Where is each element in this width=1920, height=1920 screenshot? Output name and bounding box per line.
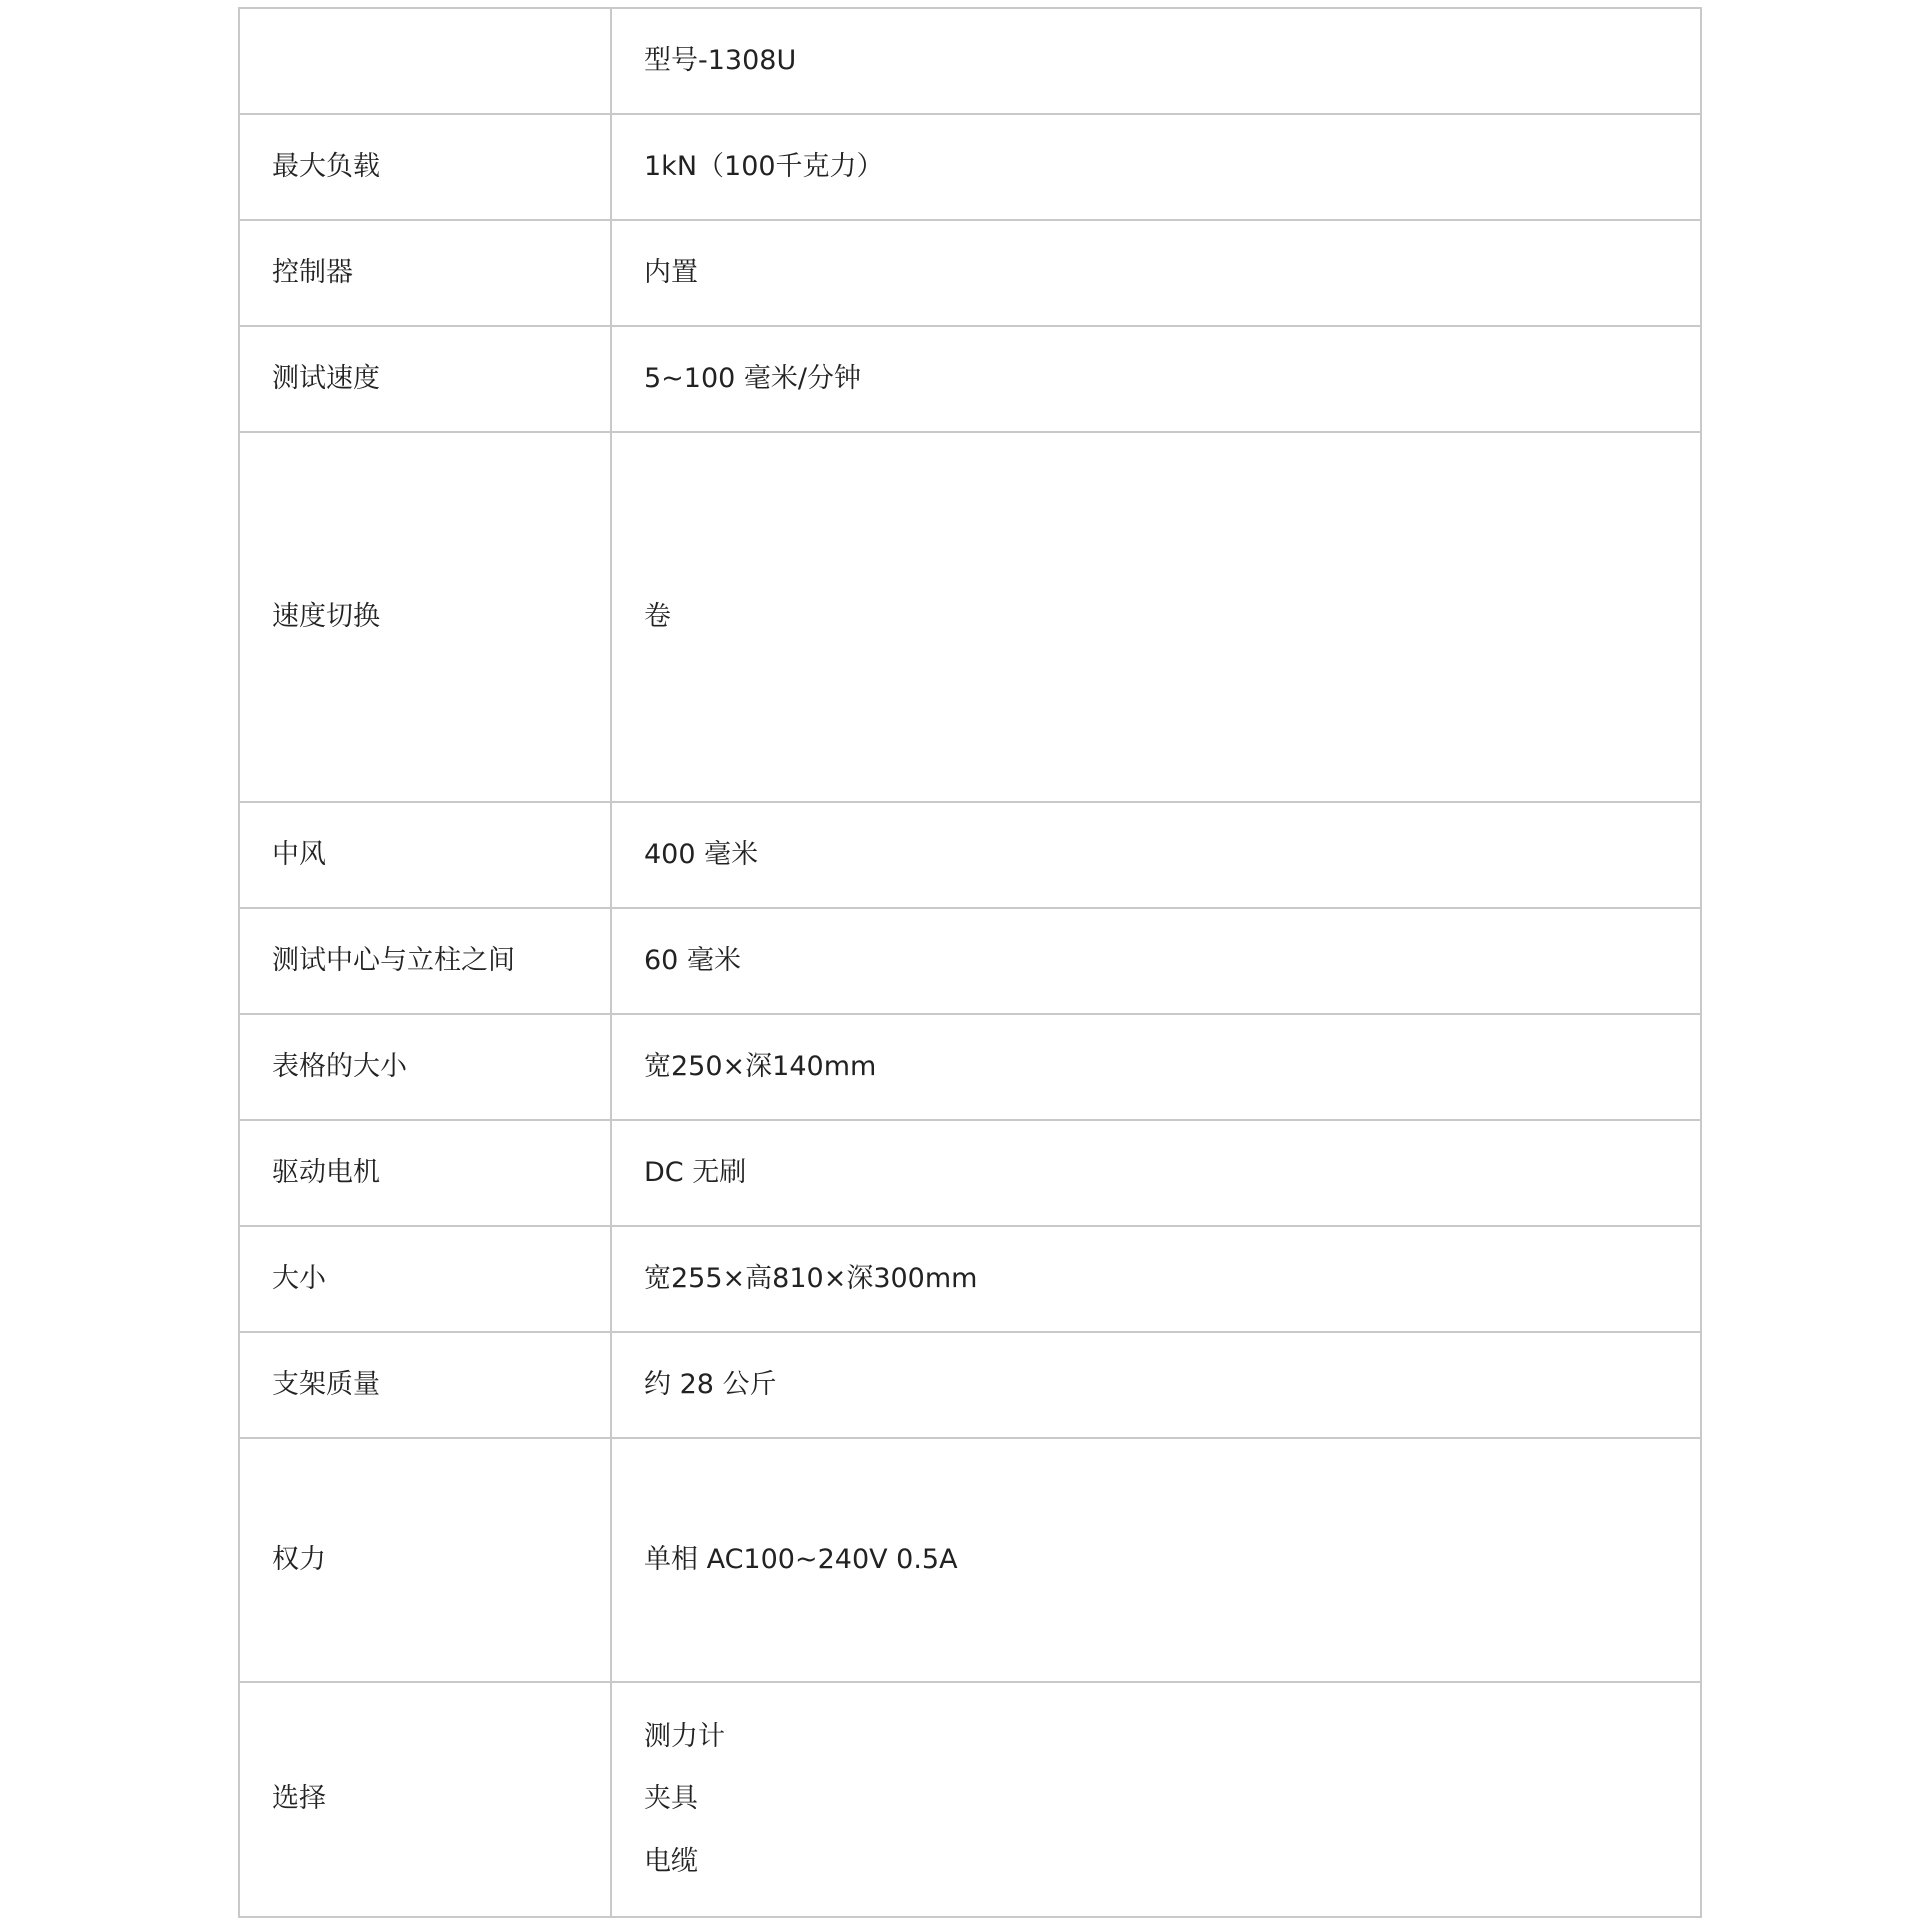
spec-label: 选择 [239, 1682, 611, 1917]
spec-label: 控制器 [239, 220, 611, 326]
spec-label: 中风 [239, 802, 611, 908]
spec-label: 最大负载 [239, 114, 611, 220]
spec-value: 型号-1308U [611, 8, 1701, 114]
spec-value: 400 毫米 [611, 802, 1701, 908]
spec-table [238, 7, 1702, 1918]
spec-value: 内置 [611, 220, 1701, 326]
spec-row-stand-mass [239, 1332, 1701, 1438]
spec-label: 驱动电机 [239, 1120, 611, 1226]
spec-row-center-distance [239, 908, 1701, 1014]
spec-label: 大小 [239, 1226, 611, 1332]
option-item-force-gauge: 测力计 [644, 1720, 725, 1752]
spec-label [239, 8, 611, 114]
spec-label: 测试速度 [239, 326, 611, 432]
spec-label: 权力 [239, 1438, 611, 1682]
spec-value: 5~100 毫米/分钟 [611, 326, 1701, 432]
spec-row-options [239, 1682, 1701, 1917]
spec-row-speed-switch [239, 432, 1701, 802]
spec-value: 宽250×深140mm [611, 1014, 1701, 1120]
spec-label: 支架质量 [239, 1332, 611, 1438]
spec-row-table-size [239, 1014, 1701, 1120]
spec-row-model [239, 8, 1701, 114]
spec-value: 约 28 公斤 [611, 1332, 1701, 1438]
spec-value: 1kN（100千克力） [611, 114, 1701, 220]
spec-value: 宽255×高810×深300mm [611, 1226, 1701, 1332]
spec-value: 60 毫米 [611, 908, 1701, 1014]
options-list [644, 1721, 1668, 1878]
spec-value: DC 无刷 [611, 1120, 1701, 1226]
spec-row-test-speed [239, 326, 1701, 432]
spec-row-power [239, 1438, 1701, 1682]
option-item-cable: 电缆 [644, 1845, 698, 1877]
spec-label: 速度切换 [239, 432, 611, 802]
option-item-fixture: 夹具 [644, 1783, 698, 1815]
spec-value-options [611, 1682, 1701, 1917]
spec-row-max-load [239, 114, 1701, 220]
spec-label: 表格的大小 [239, 1014, 611, 1120]
spec-row-drive-motor [239, 1120, 1701, 1226]
spec-row-stroke [239, 802, 1701, 908]
spec-value: 卷 [611, 432, 1701, 802]
spec-row-dimensions [239, 1226, 1701, 1332]
spec-value: 单相 AC100~240V 0.5A [611, 1438, 1701, 1682]
spec-label: 测试中心与立柱之间 [239, 908, 611, 1014]
spec-row-controller [239, 220, 1701, 326]
